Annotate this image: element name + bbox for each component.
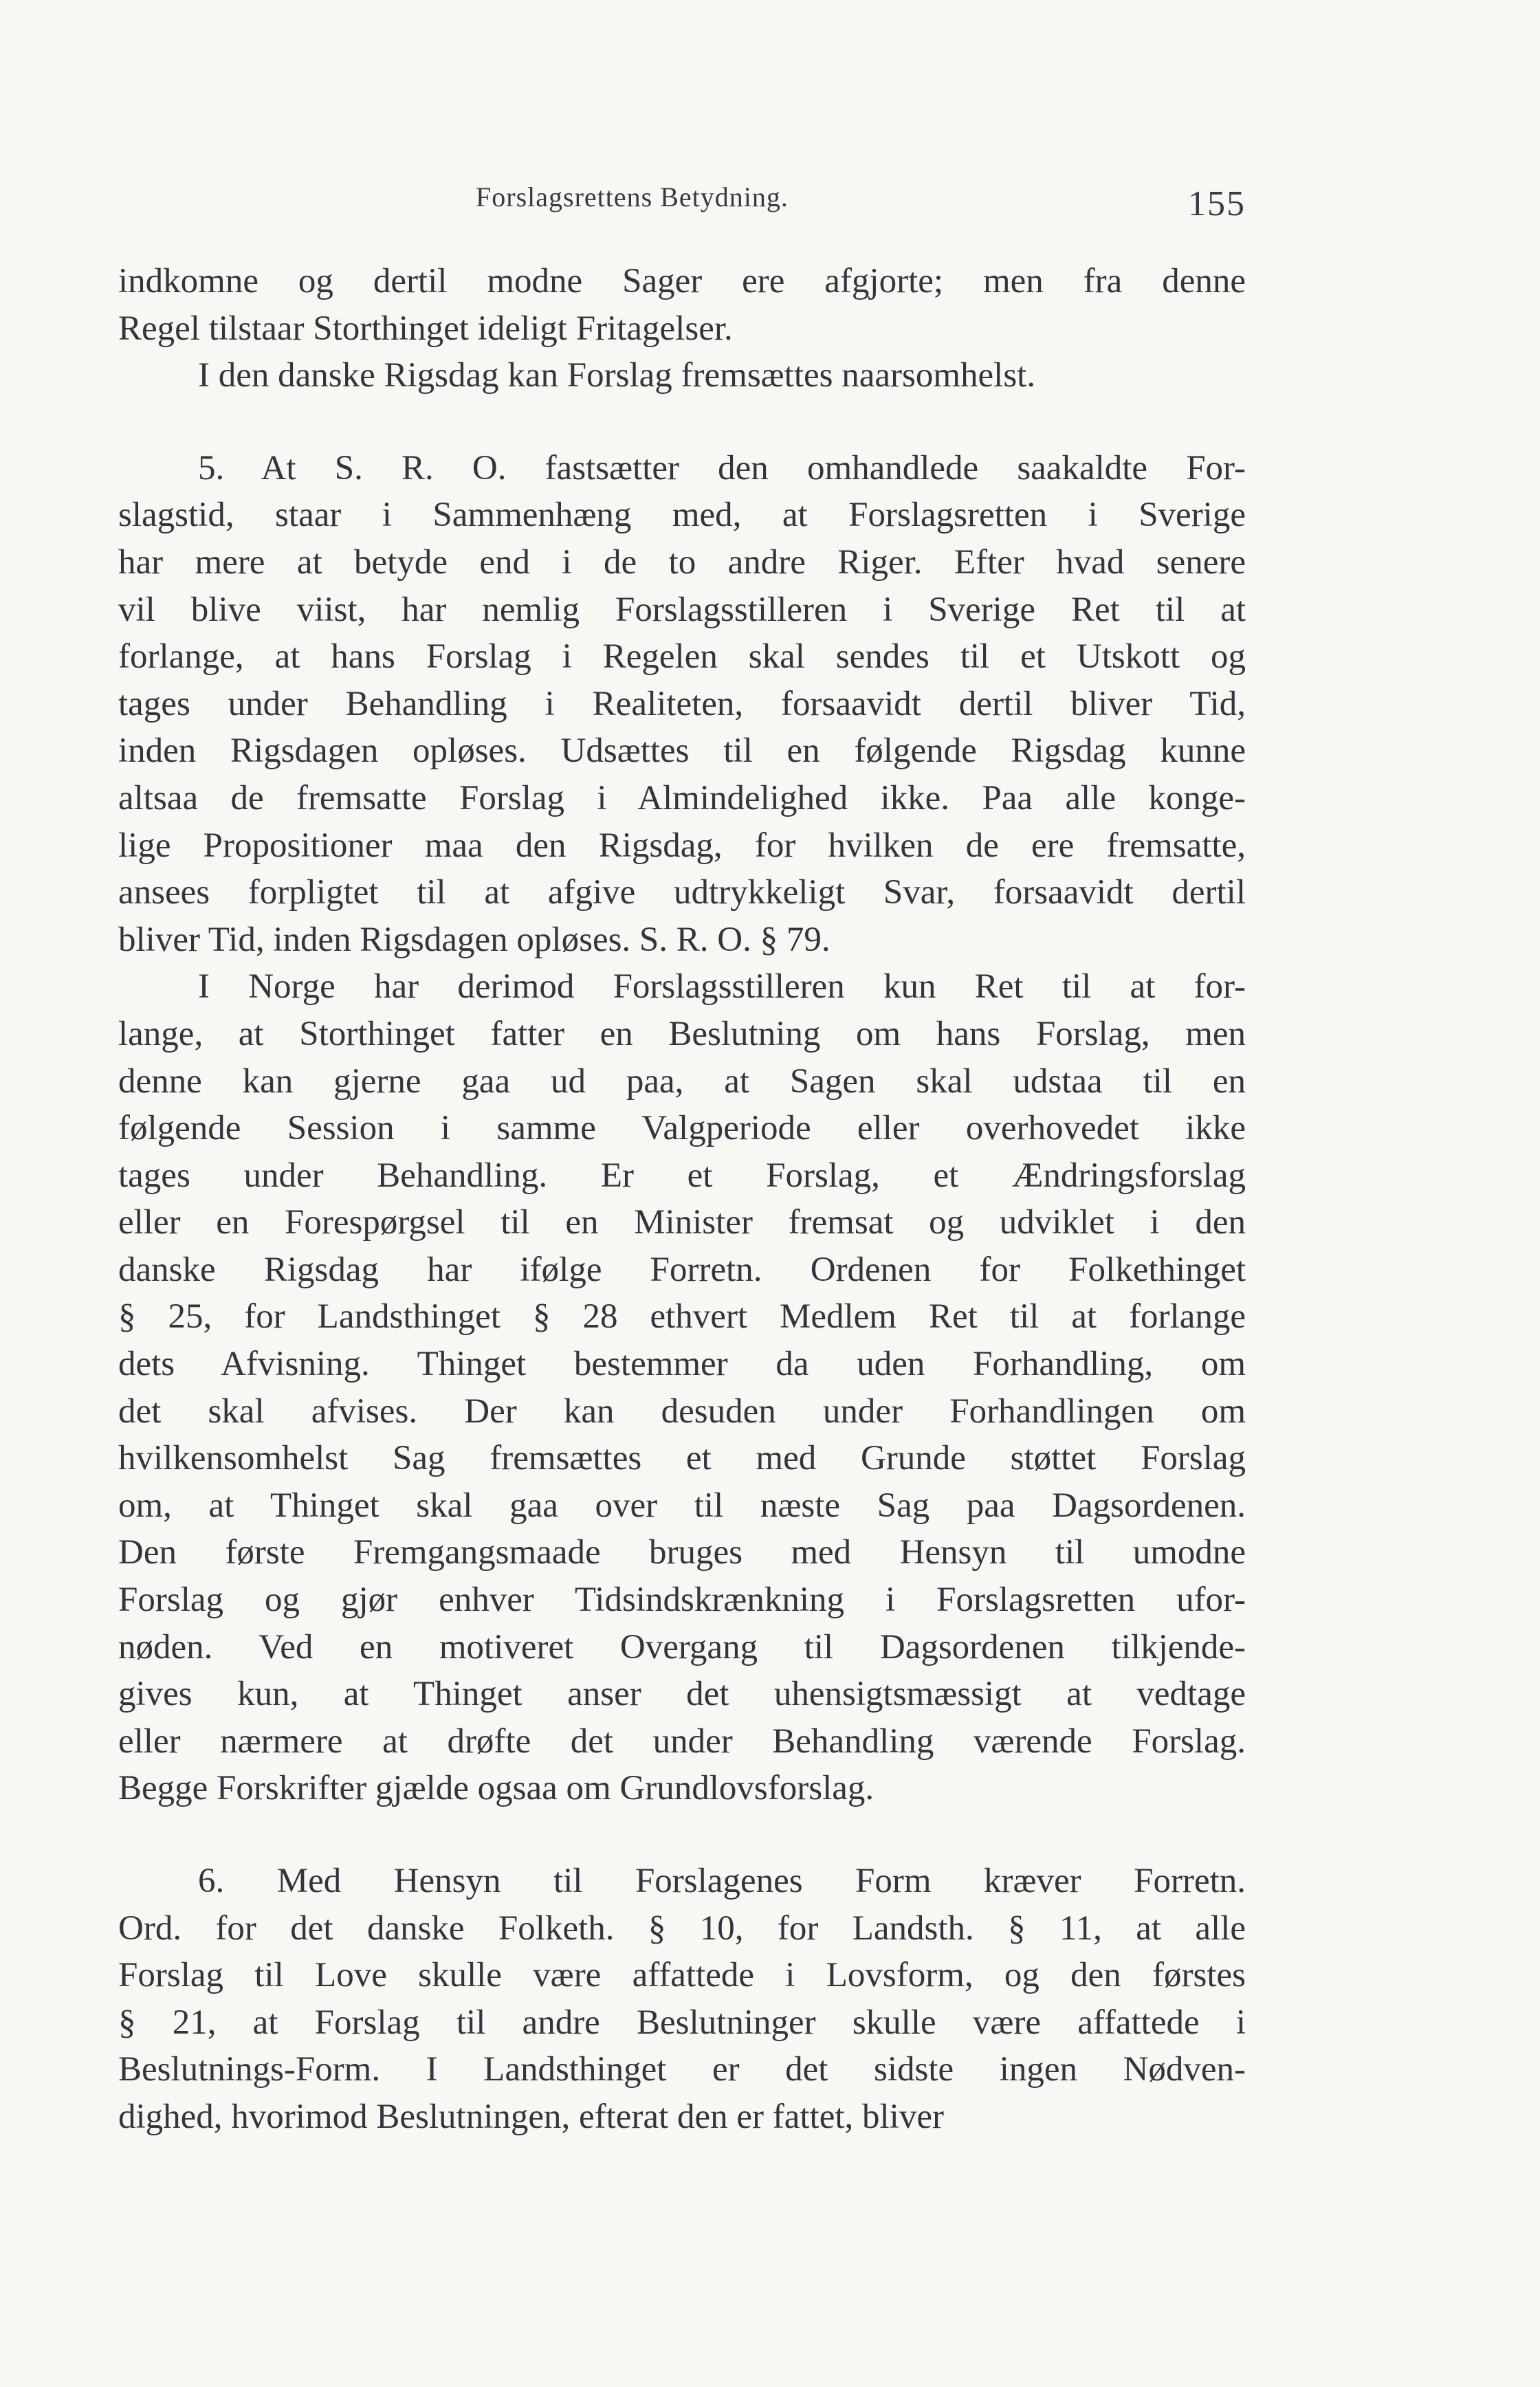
- text-line: 5. At S. R. O. fastsætter den omhandlede saakaldte For-: [198, 448, 1246, 487]
- text-line: altsaa de fremsatte Forslag i Almindelighed ikke. Paa alle konge-: [118, 778, 1246, 817]
- text-line: dets Afvisning. Thinget bestemmer da uden Forhandling, om: [118, 1345, 1246, 1384]
- text-line: om, at Thinget skal gaa over til næste Sag paa Dagsordenen.: [118, 1486, 1246, 1525]
- text-line: I den danske Rigsdag kan Forslag fremsættes naarsomhelst.: [198, 356, 1036, 395]
- text-line: bliver Tid, inden Rigsdagen opløses. S. R. O. § 79.: [118, 920, 830, 959]
- paragraph: [118, 352, 1246, 399]
- paragraph-gap: [118, 1812, 1246, 1858]
- text-line: Forslag og gjør enhver Tidsindskrænkning i Forslagsretten ufor-: [118, 1581, 1246, 1620]
- paragraph: [118, 1858, 1246, 2141]
- running-head: [118, 175, 1246, 230]
- text-line: Regel tilstaar Storthinget ideligt Fritagelser.: [118, 309, 733, 348]
- text-line: forlange, at hans Forslag i Regelen skal sendes til et Utskott og: [118, 637, 1246, 676]
- paragraph-gap: [118, 399, 1246, 445]
- page-number: 155: [1188, 184, 1246, 223]
- text-line: har mere at betyde end i de to andre Riger. Efter hvad senere: [118, 542, 1246, 582]
- text-line: § 21, at Forslag til andre Beslutninger skulle være affattede i: [118, 2003, 1246, 2042]
- running-title: Forslagsrettens Betydning.: [476, 182, 789, 212]
- text-line: vil blive viist, har nemlig Forslagsstilleren i Sverige Ret til at: [118, 590, 1246, 629]
- text-line: lange, at Storthinget fatter en Beslutning om hans Forslag, men: [118, 1014, 1246, 1053]
- text-line: ansees forpligtet til at afgive udtrykkeligt Svar, forsaavidt dertil: [118, 873, 1246, 912]
- text-line: Beslutnings-Form. I Landsthinget er det sidste ingen Nødven-: [118, 2050, 1246, 2089]
- text-line: I Norge har derimod Forslagsstilleren kun Ret til at for-: [198, 967, 1246, 1006]
- body-text: [118, 258, 1246, 2141]
- text-line: 6. Med Hensyn til Forslagenes Form kræver Forretn.: [198, 1862, 1246, 1900]
- text-line: hvilkensomhelst Sag fremsættes et med Grunde støttet Forslag: [118, 1439, 1246, 1478]
- paragraph: [118, 445, 1246, 964]
- text-line: eller nærmere at drøfte det under Behandling værende Forslag.: [118, 1722, 1246, 1761]
- text-line: følgende Session i samme Valgperiode eller overhovedet ikke: [118, 1109, 1246, 1148]
- text-line: det skal afvises. Der kan desuden under Forhandlingen om: [118, 1392, 1246, 1431]
- text-line: Forslag til Love skulle være affattede i Lovsform, og den førstes: [118, 1956, 1246, 1995]
- text-line: Ord. for det danske Folketh. § 10, for Landsth. § 11, at alle: [118, 1908, 1246, 1948]
- text-line: indkomne og dertil modne Sager ere afgjorte; men fra denne: [118, 262, 1246, 300]
- text-line: § 25, for Landsthinget § 28 ethvert Medlem Ret til at forlange: [118, 1297, 1246, 1336]
- text-line: lige Propositioner maa den Rigsdag, for hvilken de ere fremsatte,: [118, 826, 1246, 865]
- paragraph: [118, 258, 1246, 352]
- text-line: tages under Behandling. Er et Forslag, et Ændringsforslag: [118, 1156, 1246, 1195]
- text-line: tages under Behandling i Realiteten, forsaavidt dertil bliver Tid,: [118, 684, 1246, 723]
- text-line: slagstid, staar i Sammenhæng med, at Forslagsretten i Sverige: [118, 496, 1246, 535]
- text-line: inden Rigsdagen opløses. Udsættes til en følgende Rigsdag kunne: [118, 732, 1246, 771]
- text-line: danske Rigsdag har ifølge Forretn. Ordenen for Folkethinget: [118, 1250, 1246, 1289]
- text-line: Begge Forskrifter gjælde ogsaa om Grundlovsforslag.: [118, 1769, 874, 1808]
- text-line: dighed, hvorimod Beslutningen, efterat den er fattet, bliver: [118, 2097, 944, 2136]
- text-line: eller en Forespørgsel til en Minister fremsat og udviklet i den: [118, 1203, 1246, 1242]
- text-line: gives kun, at Thinget anser det uhensigtsmæssigt at vedtage: [118, 1675, 1246, 1714]
- text-line: Den første Fremgangsmaade bruges med Hensyn til umodne: [118, 1533, 1246, 1572]
- text-line: denne kan gjerne gaa ud paa, at Sagen skal udstaa til en: [118, 1062, 1246, 1101]
- paragraph: [118, 963, 1246, 1812]
- text-line: nøden. Ved en motiveret Overgang til Dagsordenen tilkjende-: [118, 1627, 1246, 1666]
